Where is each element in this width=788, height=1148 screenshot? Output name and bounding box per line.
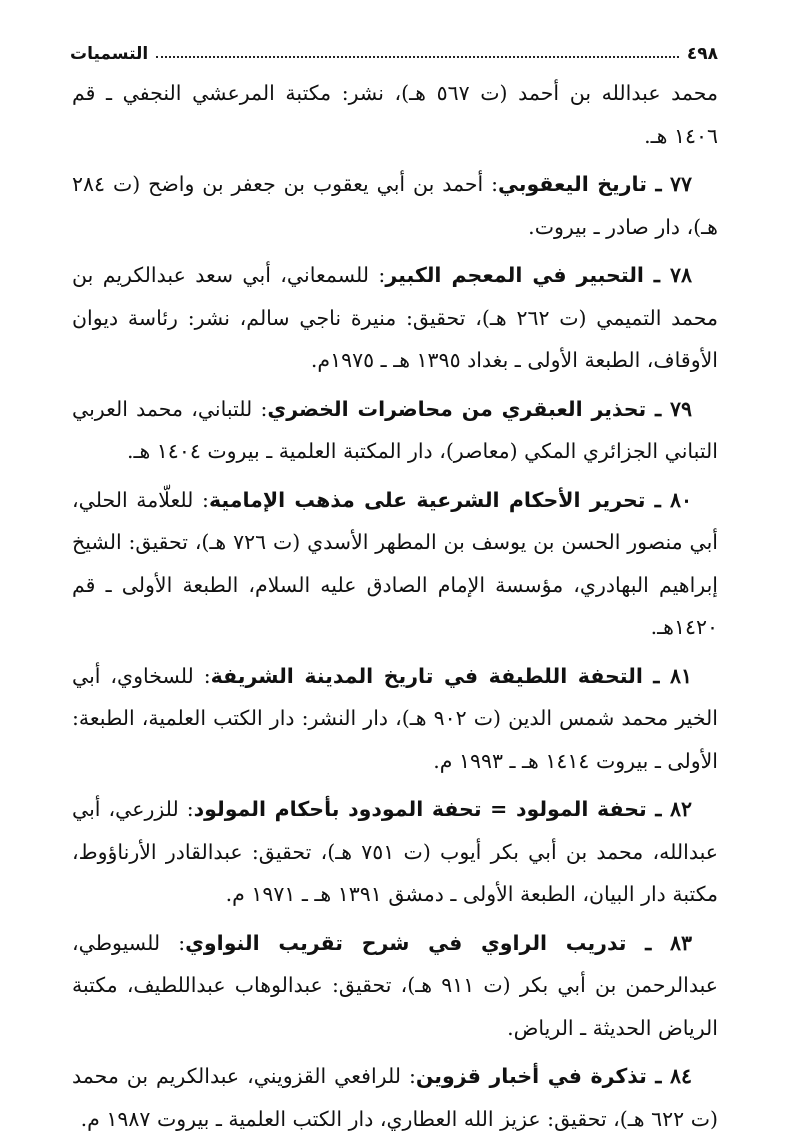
bibliography-entry-continuation: [72, 72, 718, 157]
entry-title: تدريب الراوي في شرح تقريب النواوي: [185, 930, 627, 955]
entry-text: : للعلّامة الحلي، أبي منصور الحسن بن يوسف بن المطهر الأسدي (ت ٧٢٦ هـ)، تحقيق: الشيخ إبراهيم البهادري، مؤسسة الإمام الصادق عليه السلام، الطبعة الأولى ـ قم ١٤٢٠هـ.: [72, 487, 718, 639]
entry-title: تحرير الأحكام الشرعية على مذهب الإمامية: [208, 487, 646, 512]
entry-text: : للسمعاني، أبي سعد عبدالكريم بن محمد التميمي (ت ٢٦٢ هـ)، تحقيق: منيرة ناجي سالم، نشر: رئاسة ديوان الأوقاف، الطبعة الأولى ـ بغداد ١٣٩٥ هـ ـ ١٩٧٥م.: [72, 263, 718, 372]
entry-title: تحذير العبقري من محاضرات الخضري: [267, 396, 647, 421]
page-header: [70, 30, 718, 64]
entry-number: ٨١ ـ: [642, 663, 693, 688]
entry-number: ٧٩ ـ: [646, 396, 692, 421]
entry-title: تاريخ اليعقوبي: [498, 172, 647, 196]
entry-number: ٨٢ ـ: [646, 797, 693, 821]
bibliography-entry-78: [72, 254, 718, 382]
entry-text: : أحمد بن أبي يعقوب بن جعفر بن واضح (ت ٢٨٤ هـ)، دار صادر ـ بيروت.: [72, 172, 718, 239]
entry-text: : للزرعي، أبي عبدالله، محمد بن أبي بكر أيوب (ت ٧٥١ هـ)، تحقيق: عبدالقادر الأرناؤوط، مكتبة دار البيان، الطبعة الأولى ـ دمشق ١٣٩١ هـ ـ ١٩٧١ م.: [72, 797, 718, 906]
bibliography-entry-77: [72, 163, 718, 248]
bibliography-entry-79: [72, 388, 718, 473]
entry-number: ٧٨ ـ: [643, 263, 692, 287]
bibliography-list: [72, 72, 718, 1146]
bibliography-entry-80: [72, 479, 718, 649]
entry-number: ٧٧ ـ: [646, 172, 693, 196]
entry-number: ٨٤ ـ: [646, 1064, 693, 1088]
entry-title: التحفة اللطيفة في تاريخ المدينة الشريفة: [210, 663, 643, 688]
bibliography-entry-84: [72, 1055, 718, 1140]
entry-text: : للتباني، محمد العربي التباني الجزائري المكي (معاصر)، دار المكتبة العلمية ـ بيروت ١٤٠٤ هـ.: [72, 396, 718, 463]
entry-number: ٨٠ ـ: [645, 487, 693, 512]
entry-text: : للرافعي القزويني، عبدالكريم بن محمد (ت ٦٢٢ هـ)، تحقيق: عزيز الله العطاري، دار الكتب العلمية ـ بيروت ١٩٨٧ م.: [72, 1064, 718, 1131]
bibliography-entry-83: [72, 922, 718, 1050]
running-title: التسميات: [70, 44, 149, 64]
entry-text: : للسيوطي، عبدالرحمن بن أبي بكر (ت ٩١١ هـ)، تحقيق: عبدالوهاب عبداللطيف، مكتبة الرياض الحديثة ـ الرياض.: [72, 930, 718, 1040]
header-leader-dots: [156, 56, 679, 58]
entry-title: التحبير في المعجم الكبير: [385, 263, 644, 287]
entry-text: : للسخاوي، أبي الخير محمد شمس الدين (ت ٩٠٢ هـ)، دار النشر: دار الكتب العلمية، الطبعة: الأولى ـ بيروت ١٤١٤ هـ ـ ١٩٩٣ م.: [72, 663, 718, 773]
entry-title: تحفة المولود = تحفة المودود بأحكام المولود: [193, 797, 647, 821]
page-number: ٤٩٨: [686, 44, 718, 64]
bibliography-entry-82: [72, 788, 718, 916]
bibliography-entry-81: [72, 655, 718, 783]
entry-title: تذكرة في أخبار قزوين: [415, 1064, 647, 1088]
entry-text: محمد عبدالله بن أحمد (ت ٥٦٧ هـ)، نشر: مكتبة المرعشي النجفي ـ قم ١٤٠٦ هـ.: [72, 81, 718, 148]
entry-number: ٨٣ ـ: [626, 930, 693, 955]
